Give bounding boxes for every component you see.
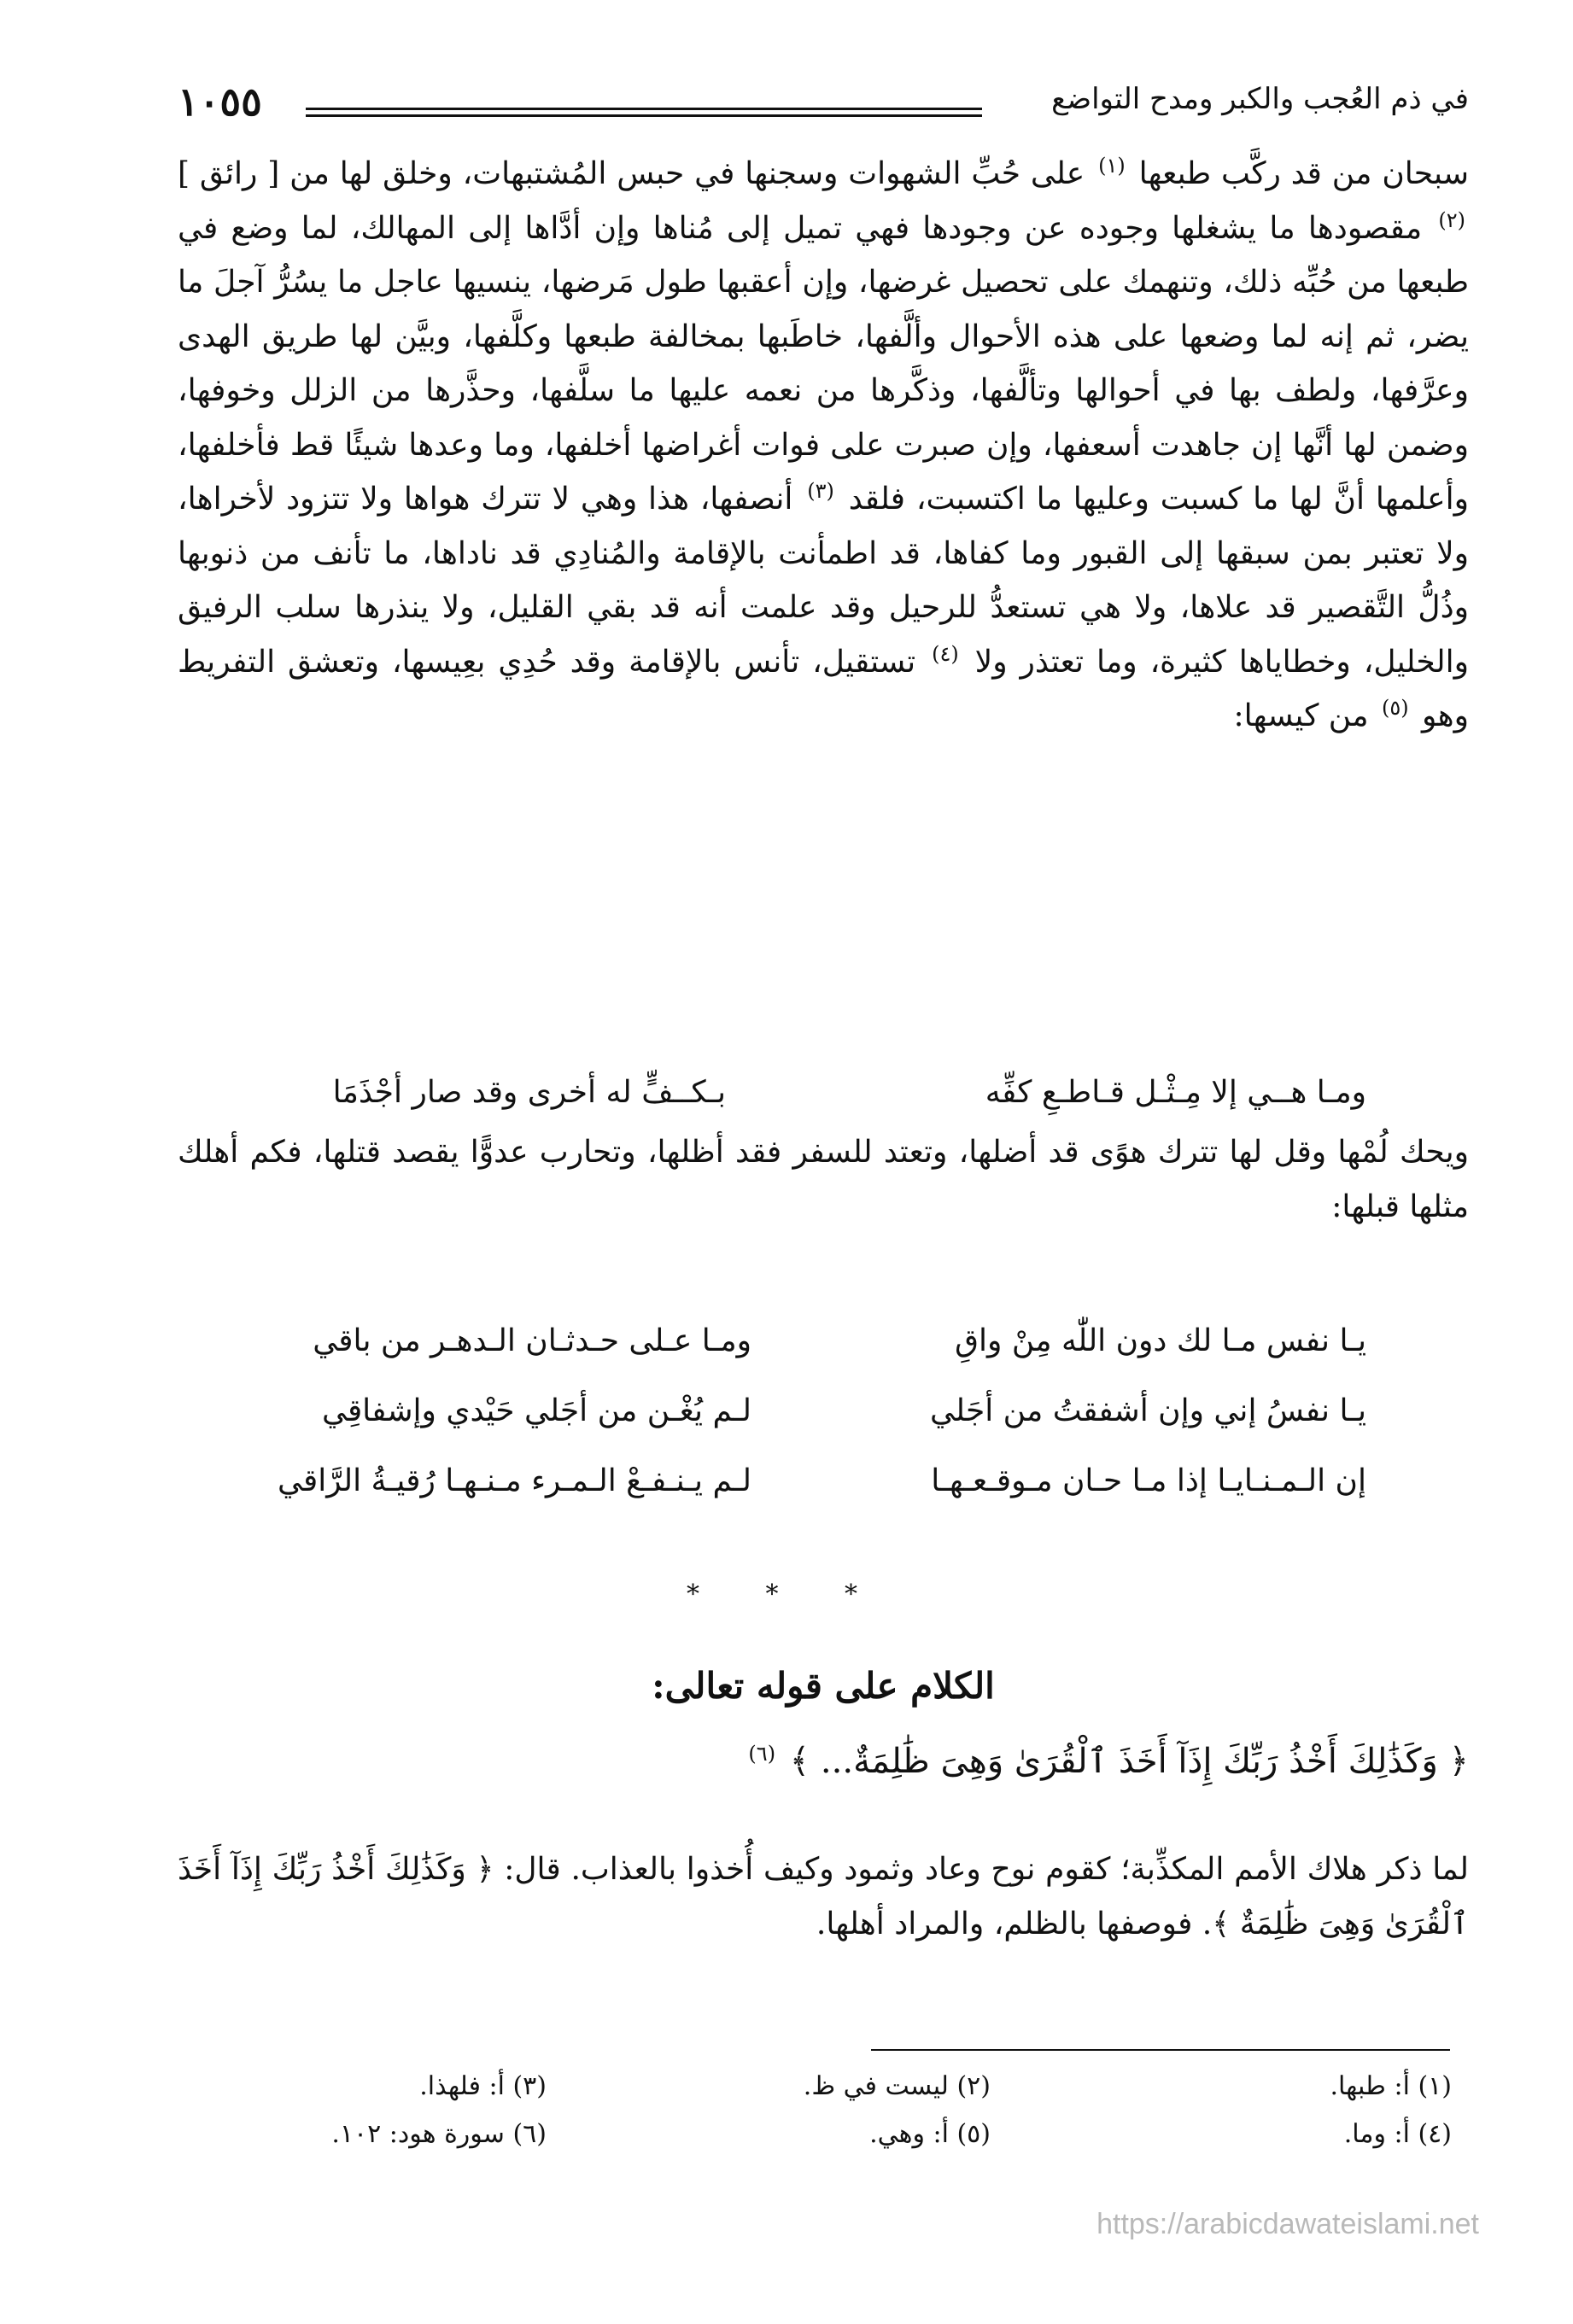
- second-paragraph: ويحك لُمْها وقل لها تترك هوًى قد أضلها، وتعتد للسفر فقد أظلها، وتحارب عدوًّا يقصد قتلها، فكم أهلك مثلها قبلها:: [178, 1135, 1470, 1224]
- section-separator: * * *: [686, 1580, 887, 1609]
- quran-verse: [178, 1742, 1486, 1781]
- footnote-ref: (٣): [807, 479, 834, 503]
- poem: [178, 1315, 1469, 1525]
- running-header: [178, 75, 1469, 135]
- verse-text: ﴿ وَكَذَٰلِكَ أَخْذُ رَبِّكَ إِذَآ أَخَذَ ٱلْقُرَىٰ وَهِىَ ظَٰلِمَةٌ... ﴾: [789, 1742, 1469, 1781]
- running-title: في ذم العُجب والكبر ومدح التواضع: [1051, 82, 1469, 116]
- inline-verse: ﴿ وَكَذَٰلِكَ أَخْذُ رَبِّكَ إِذَآ أَخَذَ ٱلْقُرَىٰ وَهِىَ ظَٰلِمَةٌ ﴾: [178, 1852, 1469, 1942]
- footnote: (٥) أ: وهي.: [869, 2119, 991, 2149]
- poem-second-hemistich: لـم يُغْـن من أجَلي حَيْدي وإشفاقِي: [321, 1393, 751, 1428]
- footnote-row: [178, 2066, 1469, 2114]
- paragraph-text: . فوصفها بالظلم، والمراد أهلها.: [816, 1906, 1213, 1942]
- paragraph-text: مقصودها ما يشغلها وجوده عن وجودها فهي تميل إلى مُناها وإن أدَّاها إلى المهالك، لما وضع في طبعها من حُبِّه ذلك، وتنهمك على تحصيل غرضها، وإن أعقبها طول مَرضها، ينسيها عاجل ما يسُرُّ آجلَ ما يضر، ثم إنه لما وضعها على هذه الأحوال وألَّفها، خاطَبها بمخالفة طبعها وكلَّفها، وبيَّن لها طريق الهدى وعرَّفها، ولطف بها في أحوالها وتألَّفها، وذكَّرها من نعمه عليها ما سلَّفها، وحذَّرها من الزلل وخوفها، وضمن لها أنَّها إن جاهدت أسعفها، وإن صبرت على فوات أغراضها أخلفها، وما وعدها شيئًا قط فأخلفها، وأعلمها أنَّ لها ما كسبت وعليها ما اكتسبت، فلقد: [178, 210, 1469, 517]
- poem-second-hemistich: لـم يـنـفـعْ الـمـرء مـنـهـا رُقيـةُ الرَّاقي: [278, 1463, 751, 1498]
- poem-first-hemistich: إن الـمـنـايـا إذا مـا حـان مـوقـعـهـا: [931, 1463, 1366, 1498]
- page-number: ١٠٥٥: [178, 79, 262, 125]
- footnote: (١) أ: طبها.: [1330, 2071, 1452, 2101]
- footnote: (٤) أ: وما.: [1343, 2119, 1452, 2149]
- watermark-url: https://arabicdawateislami.net: [1096, 2208, 1479, 2240]
- poem-line: [178, 1455, 1469, 1525]
- footnote-ref: (٦): [748, 1741, 776, 1766]
- poetry-verse: [178, 1066, 1469, 1120]
- verse-first-hemistich: ومـا هــي إلا مِـثْـل قـاطـعِ كفِّه: [985, 1075, 1366, 1110]
- footnote: (٦) سورة هود: ١٠٢.: [331, 2119, 547, 2149]
- paragraph-text: أنصفها، هذا وهي لا تترك هواها ولا تتزود لأخراها، ولا تعتبر بمن سبقها إلى القبور وما كفاها، قد اطمأنت بالإقامة والمُنادِي قد ناداها، ما تأنف من ذنوبها وذُلُّ التَّقصير قد علاها، ولا هي تستعدُّ للرحيل وقد علمت أنه قد بقي القليل، ولا ينذرها سلب الرفيق والخليل، وخطاياها كثيرة، وما تعتذر ولا: [178, 482, 1469, 680]
- verse-second-hemistich: بـكــفٍّ له أخرى وقد صار أجْذَمَا: [332, 1075, 726, 1110]
- paragraph-text: تستقيل، تأنس بالإقامة وقد حُدِي بعِيسها، وتعشق التفريط وهو: [178, 644, 1469, 733]
- footnote-row: [178, 2114, 1469, 2162]
- poem-first-hemistich: يـا نفس مـا لك دون اللّٰه مِنْ واقِ: [955, 1323, 1366, 1358]
- commentary-paragraph: [178, 1842, 1469, 1951]
- paragraph-text: سبحان من قد ركَّب طبعها: [1138, 156, 1469, 191]
- footnote-ref: (٥): [1381, 696, 1409, 720]
- footnote-ref: (٢): [1438, 207, 1465, 232]
- poem-second-hemistich: ومـا عـلى حـدثـان الـدهـر من باقي: [313, 1323, 751, 1358]
- main-paragraph: [178, 147, 1469, 744]
- footnote-ref: (٤): [932, 641, 959, 666]
- paragraph-text: من كيسها:: [1233, 698, 1369, 733]
- footnote-rule: [871, 2049, 1450, 2051]
- paragraph-text: على حُبِّ الشهوات وسجنها في حبس المُشتبهات، وخلق لها من [ رائق ]: [178, 156, 1085, 191]
- poem-line: [178, 1315, 1469, 1385]
- footnote: (٢) ليست في ظ.: [803, 2071, 991, 2101]
- poem-first-hemistich: يـا نفسُ إني وإن أشفقتُ من أجَلي: [930, 1393, 1366, 1428]
- poem-line: [178, 1385, 1469, 1455]
- footnotes: [178, 2066, 1469, 2162]
- footnote-ref: (١): [1098, 154, 1126, 178]
- header-rule: [306, 108, 982, 120]
- paragraph-text: لما ذكر هلاك الأمم المكذِّبة؛ كقوم نوح وعاد وثمود وكيف أُخذوا بالعذاب. قال:: [504, 1852, 1469, 1887]
- section-heading: الكلام على قوله تعالى:: [652, 1665, 995, 1707]
- footnote: (٣) أ: فلهذا.: [419, 2071, 547, 2101]
